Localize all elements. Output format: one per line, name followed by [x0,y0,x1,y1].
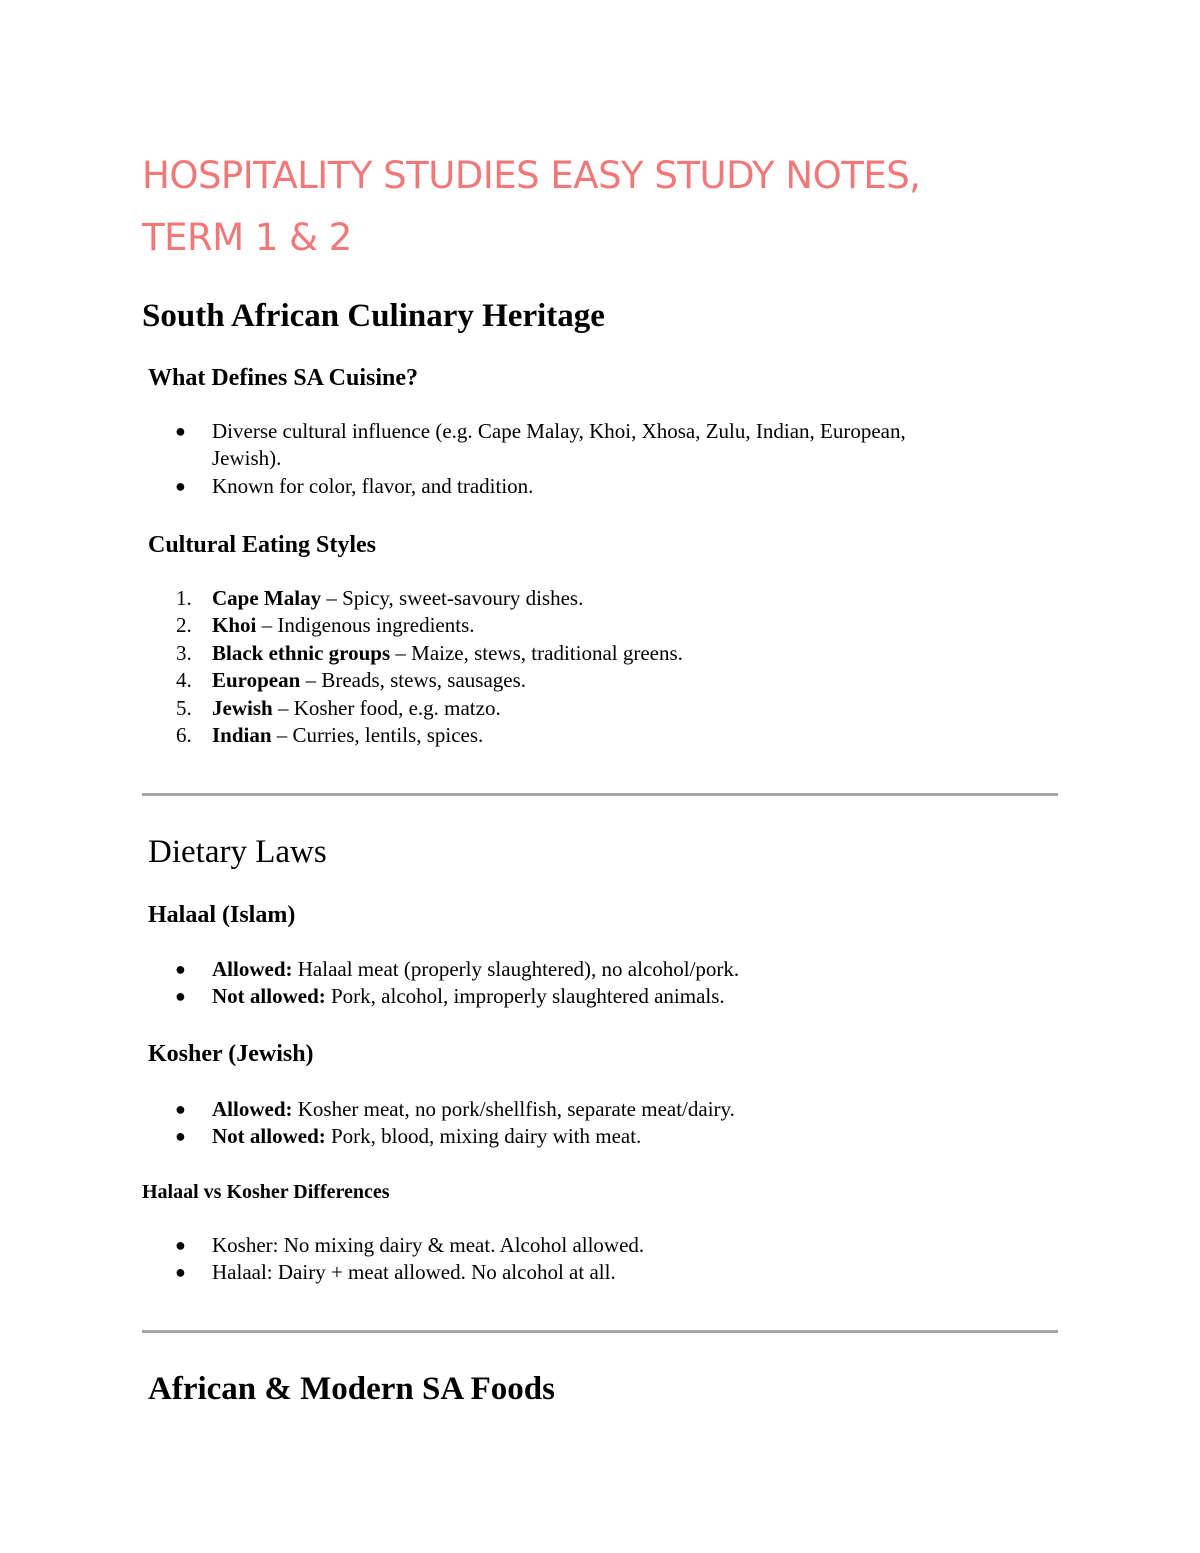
list-item: 5. Jewish – Kosher food, e.g. matzo. [176,695,501,720]
halaal-bullet-list [142,956,1012,1011]
subheading-kosher: Kosher (Jewish) [148,1041,314,1067]
horizontal-divider [142,1330,1058,1333]
cultural-eating-styles-list [142,585,1012,749]
title-line-1: HOSPITALITY STUDIES EASY STUDY NOTES, [142,154,921,197]
list-item: ● Not allowed: Pork, blood, mixing dairy with meat. [142,1123,1012,1150]
list-item: ● Kosher: No mixing dairy & meat. Alcohol allowed. [142,1232,1012,1259]
bullet-icon: ● [175,421,186,441]
subheading-cultural-eating-styles: Cultural Eating Styles [148,532,377,558]
differences-bullet-list [142,1232,1012,1287]
bullet-icon: ● [175,1235,186,1255]
subheading-what-defines: What Defines SA Cuisine? [148,365,419,391]
bullet-icon: ● [175,1126,186,1147]
list-item: ● Not allowed: Pork, alcohol, improperly slaughtered animals. [142,983,1012,1010]
document-title [142,145,1042,269]
section-heading-culinary-heritage: South African Culinary Heritage [142,298,605,334]
kosher-bullet-list [142,1096,1012,1151]
sa-cuisine-bullet-list [142,418,1012,500]
subheading-halaal-vs-kosher: Halaal vs Kosher Differences [142,1181,390,1203]
bullet-icon: ● [175,1262,186,1283]
list-item: ● Allowed: Kosher meat, no pork/shellfish, separate meat/dairy. [142,1096,1012,1123]
horizontal-divider [142,793,1058,796]
bullet-icon: ● [175,1099,186,1119]
section-heading-dietary-laws: Dietary Laws [148,834,327,870]
list-item: ● Known for color, flavor, and tradition. [142,473,1012,500]
bullet-icon: ● [175,475,186,496]
list-item: ● Allowed: Halaal meat (properly slaughtered), no alcohol/pork. [142,956,1012,983]
bullet-icon: ● [175,959,186,979]
list-item: ● Halaal: Dairy + meat allowed. No alcohol at all. [142,1259,1012,1286]
list-item: 3. Black ethnic groups – Maize, stews, traditional greens. [176,640,683,665]
list-item: 6. Indian – Curries, lentils, spices. [176,723,484,748]
list-item: 2. Khoi – Indigenous ingredients. [176,613,475,638]
list-item: 1. Cape Malay – Spicy, sweet-savoury dishes. [176,586,584,610]
bullet-icon: ● [175,986,186,1007]
list-item: ● Diverse cultural influence (e.g. Cape Malay, Khoi, Xhosa, Zulu, Indian, European, Jewish). [175,419,906,471]
title-line-2: TERM 1 & 2 [142,216,352,259]
list-item: 4. European – Breads, stews, sausages. [176,668,527,693]
section-heading-african-modern-foods: African & Modern SA Foods [148,1371,555,1407]
subheading-halaal: Halaal (Islam) [148,902,296,928]
